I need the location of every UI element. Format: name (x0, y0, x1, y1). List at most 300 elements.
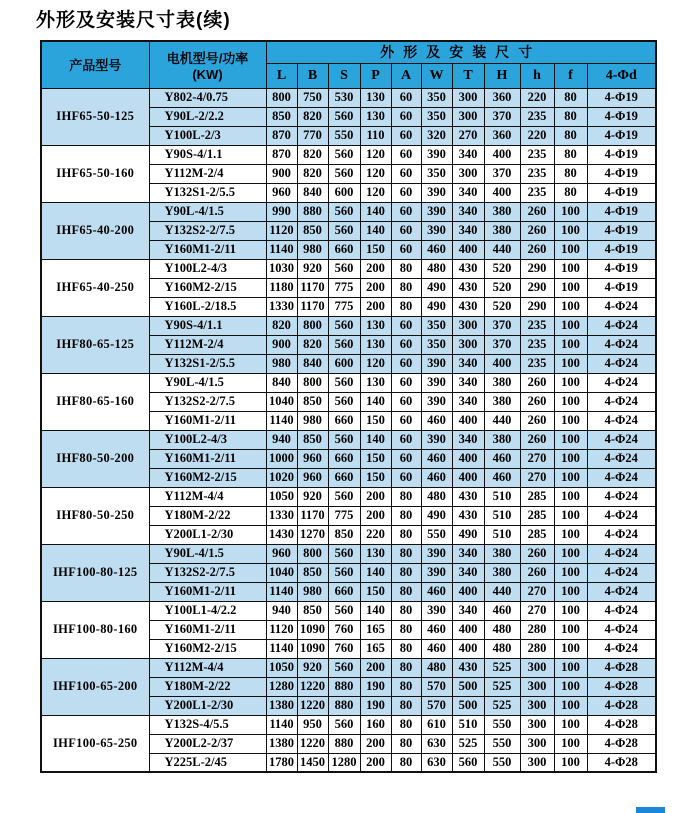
dim-value-cell: 100 (554, 506, 587, 525)
motor-model-cell: Y112M-4/4 (149, 487, 266, 506)
dim-value-cell: 400 (452, 411, 484, 430)
col-header-h: h (520, 63, 554, 88)
dim-value-cell: 100 (554, 734, 587, 753)
motor-model-cell: Y100L2-4/3 (149, 259, 266, 278)
table-row (41, 601, 656, 620)
dim-value-cell: 80 (391, 582, 421, 601)
dim-value-cell: 530 (328, 88, 360, 107)
dim-value-cell: 1220 (297, 696, 328, 715)
dim-value-cell: 300 (452, 88, 484, 107)
dim-value-cell: 220 (520, 88, 554, 107)
dim-value-cell: 100 (554, 221, 587, 240)
dim-value-cell: 1330 (266, 297, 297, 316)
dim-value-cell: 370 (484, 107, 520, 126)
col-header-f: f (554, 63, 587, 88)
dim-value-cell: 110 (360, 126, 391, 145)
dim-value-cell: 80 (391, 715, 421, 734)
dim-value-cell: 300 (520, 715, 554, 734)
dim-value-cell: 80 (391, 639, 421, 658)
dim-value-cell: 850 (266, 107, 297, 126)
dim-value-cell: 480 (484, 639, 520, 658)
dim-value-cell: 340 (452, 392, 484, 411)
dim-value-cell: 880 (328, 696, 360, 715)
dim-value-cell: 340 (452, 183, 484, 202)
dim-value-cell: 320 (421, 126, 452, 145)
dim-value-cell: 940 (266, 601, 297, 620)
dim-value-cell: 260 (520, 240, 554, 259)
dim-value-cell: 340 (452, 563, 484, 582)
dim-value-cell: 390 (421, 601, 452, 620)
table-row (41, 430, 656, 449)
dim-value-cell: 850 (297, 601, 328, 620)
dim-value-cell: 220 (360, 525, 391, 544)
dim-value-cell: 100 (554, 202, 587, 221)
dim-value-cell: 350 (421, 107, 452, 126)
dim-value-cell: 600 (328, 183, 360, 202)
dim-value-cell: 4-Φ19 (587, 107, 656, 126)
product-model-cell: IHF65-40-250 (41, 259, 149, 316)
dim-value-cell: 4-Φ19 (587, 183, 656, 202)
dim-value-cell: 520 (484, 259, 520, 278)
dim-value-cell: 550 (421, 525, 452, 544)
dim-value-cell: 510 (484, 487, 520, 506)
dim-value-cell: 340 (452, 354, 484, 373)
dim-value-cell: 1180 (266, 278, 297, 297)
dim-value-cell: 960 (297, 449, 328, 468)
dim-value-cell: 200 (360, 297, 391, 316)
dim-value-cell: 520 (484, 278, 520, 297)
dim-value-cell: 80 (391, 544, 421, 563)
dim-value-cell: 1330 (266, 506, 297, 525)
dim-value-cell: 760 (328, 620, 360, 639)
dim-value-cell: 850 (297, 563, 328, 582)
dim-value-cell: 400 (452, 639, 484, 658)
dim-value-cell: 1170 (297, 297, 328, 316)
dim-value-cell: 100 (554, 392, 587, 411)
dim-value-cell: 460 (421, 468, 452, 487)
dim-value-cell: 4-Φ19 (587, 240, 656, 259)
table-row (41, 316, 656, 335)
dim-value-cell: 60 (391, 335, 421, 354)
dim-value-cell: 100 (554, 639, 587, 658)
dim-value-cell: 390 (421, 373, 452, 392)
dim-value-cell: 1120 (266, 221, 297, 240)
dim-value-cell: 560 (328, 392, 360, 411)
dim-value-cell: 340 (452, 601, 484, 620)
dim-value-cell: 1030 (266, 259, 297, 278)
dim-value-cell: 80 (391, 753, 421, 772)
dim-value-cell: 4-Φ24 (587, 639, 656, 658)
dim-value-cell: 390 (421, 145, 452, 164)
dim-value-cell: 100 (554, 259, 587, 278)
dim-value-cell: 260 (520, 392, 554, 411)
dim-value-cell: 950 (297, 715, 328, 734)
dim-value-cell: 4-Φ28 (587, 734, 656, 753)
dim-value-cell: 430 (452, 506, 484, 525)
dim-value-cell: 880 (328, 734, 360, 753)
dim-value-cell: 400 (484, 183, 520, 202)
motor-model-cell: Y802-4/0.75 (149, 88, 266, 107)
dim-value-cell: 130 (360, 544, 391, 563)
dim-value-cell: 4-Φ24 (587, 373, 656, 392)
dim-value-cell: 850 (297, 430, 328, 449)
dim-value-cell: 1450 (297, 753, 328, 772)
dim-value-cell: 4-Φ19 (587, 278, 656, 297)
dim-value-cell: 920 (297, 658, 328, 677)
dim-value-cell: 490 (421, 278, 452, 297)
dim-value-cell: 550 (328, 126, 360, 145)
dim-value-cell: 440 (484, 411, 520, 430)
dim-value-cell: 130 (360, 373, 391, 392)
motor-model-cell: Y160M1-2/11 (149, 582, 266, 601)
dim-value-cell: 80 (391, 297, 421, 316)
dim-value-cell: 560 (328, 544, 360, 563)
dim-value-cell: 560 (328, 487, 360, 506)
dim-value-cell: 850 (297, 392, 328, 411)
dim-value-cell: 80 (554, 107, 587, 126)
dim-value-cell: 260 (520, 373, 554, 392)
motor-model-cell: Y90L-4/1.5 (149, 373, 266, 392)
dim-value-cell: 235 (520, 183, 554, 202)
motor-model-cell: Y100L1-4/2.2 (149, 601, 266, 620)
dim-value-cell: 1090 (297, 620, 328, 639)
dim-value-cell: 165 (360, 620, 391, 639)
dim-value-cell: 120 (360, 145, 391, 164)
col-header-motor-line1: 电机型号/功率 (166, 50, 249, 66)
table-row (41, 88, 656, 107)
dim-value-cell: 4-Φ24 (587, 335, 656, 354)
dim-value-cell: 4-Φ24 (587, 354, 656, 373)
dim-value-cell: 560 (328, 164, 360, 183)
dim-value-cell: 490 (421, 297, 452, 316)
dim-value-cell: 100 (554, 658, 587, 677)
dimensions-table (40, 40, 657, 773)
dim-value-cell: 80 (554, 164, 587, 183)
dim-value-cell: 200 (360, 506, 391, 525)
dim-value-cell: 440 (484, 240, 520, 259)
dim-value-cell: 840 (297, 354, 328, 373)
motor-model-cell: Y132S2-2/7.5 (149, 392, 266, 411)
dim-value-cell: 340 (452, 430, 484, 449)
dim-value-cell: 560 (328, 658, 360, 677)
dim-value-cell: 400 (452, 449, 484, 468)
dim-value-cell: 1280 (266, 677, 297, 696)
dim-value-cell: 300 (520, 658, 554, 677)
dim-value-cell: 500 (452, 696, 484, 715)
dim-value-cell: 390 (421, 544, 452, 563)
dim-value-cell: 340 (452, 202, 484, 221)
dim-value-cell: 60 (391, 164, 421, 183)
motor-model-cell: Y100L-2/3 (149, 126, 266, 145)
dim-value-cell: 820 (297, 164, 328, 183)
dim-value-cell: 60 (391, 145, 421, 164)
dim-value-cell: 560 (328, 316, 360, 335)
dim-value-cell: 4-Φ24 (587, 582, 656, 601)
dim-value-cell: 350 (421, 88, 452, 107)
dim-value-cell: 560 (328, 430, 360, 449)
dim-value-cell: 60 (391, 316, 421, 335)
dim-value-cell: 550 (484, 753, 520, 772)
dim-value-cell: 4-Φ28 (587, 753, 656, 772)
dim-value-cell: 840 (297, 183, 328, 202)
dim-value-cell: 260 (520, 430, 554, 449)
dim-value-cell: 80 (391, 658, 421, 677)
dim-value-cell: 270 (520, 582, 554, 601)
motor-model-cell: Y112M-2/4 (149, 164, 266, 183)
dim-value-cell: 60 (391, 392, 421, 411)
dim-value-cell: 80 (391, 487, 421, 506)
dim-value-cell: 610 (421, 715, 452, 734)
table-row (41, 145, 656, 164)
motor-model-cell: Y112M-2/4 (149, 335, 266, 354)
motor-model-cell: Y90S-4/1.1 (149, 145, 266, 164)
dim-value-cell: 100 (554, 316, 587, 335)
dim-value-cell: 660 (328, 449, 360, 468)
dim-value-cell: 120 (360, 183, 391, 202)
dim-value-cell: 460 (421, 411, 452, 430)
dim-value-cell: 400 (484, 354, 520, 373)
product-model-cell: IHF100-80-160 (41, 601, 149, 658)
dim-value-cell: 775 (328, 297, 360, 316)
dim-value-cell: 300 (520, 677, 554, 696)
dim-value-cell: 4-Φ19 (587, 126, 656, 145)
header-row-1 (41, 41, 656, 63)
dim-value-cell: 4-Φ19 (587, 202, 656, 221)
dim-value-cell: 570 (421, 677, 452, 696)
dim-value-cell: 400 (452, 468, 484, 487)
dim-value-cell: 140 (360, 221, 391, 240)
dim-value-cell: 1170 (297, 506, 328, 525)
dim-value-cell: 480 (421, 487, 452, 506)
dim-value-cell: 1380 (266, 734, 297, 753)
dim-value-cell: 260 (520, 563, 554, 582)
dim-value-cell: 100 (554, 411, 587, 430)
motor-model-cell: Y160M1-2/11 (149, 240, 266, 259)
dim-value-cell: 960 (266, 544, 297, 563)
dim-value-cell: 4-Φ24 (587, 506, 656, 525)
dim-value-cell: 440 (484, 582, 520, 601)
dim-value-cell: 560 (328, 145, 360, 164)
col-header-L: L (266, 63, 297, 88)
motor-model-cell: Y160M1-2/11 (149, 411, 266, 430)
product-model-cell: IHF80-65-160 (41, 373, 149, 430)
dim-value-cell: 100 (554, 525, 587, 544)
product-model-cell: IHF80-50-250 (41, 487, 149, 544)
motor-model-cell: Y112M-4/4 (149, 658, 266, 677)
col-header-dims-group: 外形及安装尺寸 (266, 41, 656, 63)
dim-value-cell: 390 (421, 430, 452, 449)
dim-value-cell: 100 (554, 696, 587, 715)
dim-value-cell: 920 (297, 487, 328, 506)
dim-value-cell: 80 (391, 734, 421, 753)
dim-value-cell: 560 (328, 221, 360, 240)
dim-value-cell: 520 (484, 297, 520, 316)
dim-value-cell: 100 (554, 544, 587, 563)
dim-value-cell: 100 (554, 430, 587, 449)
col-header-H: H (484, 63, 520, 88)
dim-value-cell: 340 (452, 221, 484, 240)
dim-value-cell: 775 (328, 278, 360, 297)
product-model-cell: IHF100-80-125 (41, 544, 149, 601)
dim-value-cell: 150 (360, 449, 391, 468)
dim-value-cell: 100 (554, 240, 587, 259)
dim-value-cell: 560 (328, 202, 360, 221)
dim-value-cell: 1430 (266, 525, 297, 544)
dim-value-cell: 880 (297, 202, 328, 221)
dim-value-cell: 4-Φ24 (587, 487, 656, 506)
dim-value-cell: 235 (520, 164, 554, 183)
dim-value-cell: 525 (484, 696, 520, 715)
dim-value-cell: 4-Φ24 (587, 620, 656, 639)
dim-value-cell: 820 (297, 145, 328, 164)
dim-value-cell: 1140 (266, 582, 297, 601)
dim-value-cell: 1140 (266, 240, 297, 259)
dim-value-cell: 400 (452, 620, 484, 639)
dim-value-cell: 350 (421, 335, 452, 354)
dim-value-cell: 1050 (266, 487, 297, 506)
dim-value-cell: 510 (484, 506, 520, 525)
dim-value-cell: 630 (421, 734, 452, 753)
dim-value-cell: 300 (520, 696, 554, 715)
dim-value-cell: 4-Φ24 (587, 430, 656, 449)
dim-value-cell: 100 (554, 620, 587, 639)
motor-model-cell: Y100L2-4/3 (149, 430, 266, 449)
dim-value-cell: 100 (554, 373, 587, 392)
dim-value-cell: 510 (484, 525, 520, 544)
motor-model-cell: Y90L-2/2.2 (149, 107, 266, 126)
dim-value-cell: 460 (421, 449, 452, 468)
motor-model-cell: Y160M2-2/15 (149, 278, 266, 297)
dim-value-cell: 300 (520, 753, 554, 772)
dim-value-cell: 1140 (266, 639, 297, 658)
dim-value-cell: 560 (328, 259, 360, 278)
motor-model-cell: Y200L1-2/30 (149, 696, 266, 715)
dim-value-cell: 370 (484, 316, 520, 335)
dim-value-cell: 220 (520, 126, 554, 145)
dim-value-cell: 900 (266, 164, 297, 183)
dim-value-cell: 4-Φ24 (587, 601, 656, 620)
dim-value-cell: 380 (484, 392, 520, 411)
dim-value-cell: 100 (554, 278, 587, 297)
dim-value-cell: 290 (520, 259, 554, 278)
dim-value-cell: 150 (360, 582, 391, 601)
dim-value-cell: 270 (520, 601, 554, 620)
dim-value-cell: 560 (328, 107, 360, 126)
dim-value-cell: 4-Φ24 (587, 449, 656, 468)
dim-value-cell: 980 (297, 582, 328, 601)
dim-value-cell: 60 (391, 449, 421, 468)
dim-value-cell: 820 (297, 335, 328, 354)
dim-value-cell: 340 (452, 145, 484, 164)
dim-value-cell: 80 (391, 696, 421, 715)
dim-value-cell: 150 (360, 411, 391, 430)
dim-value-cell: 1780 (266, 753, 297, 772)
col-header-4-phi-d: 4-Φd (587, 63, 656, 88)
table-row (41, 544, 656, 563)
dim-value-cell: 140 (360, 392, 391, 411)
dim-value-cell: 430 (452, 297, 484, 316)
dim-value-cell: 100 (554, 582, 587, 601)
dim-value-cell: 260 (520, 411, 554, 430)
dim-value-cell: 130 (360, 107, 391, 126)
dim-value-cell: 285 (520, 506, 554, 525)
dim-value-cell: 380 (484, 430, 520, 449)
dim-value-cell: 4-Φ24 (587, 468, 656, 487)
dim-value-cell: 390 (421, 354, 452, 373)
dim-value-cell: 60 (391, 411, 421, 430)
product-model-cell: IHF100-65-200 (41, 658, 149, 715)
dim-value-cell: 800 (266, 88, 297, 107)
dim-value-cell: 60 (391, 373, 421, 392)
dim-value-cell: 260 (520, 221, 554, 240)
dim-value-cell: 1220 (297, 677, 328, 696)
dim-value-cell: 80 (554, 88, 587, 107)
dim-value-cell: 60 (391, 221, 421, 240)
dim-value-cell: 4-Φ19 (587, 259, 656, 278)
product-model-cell: IHF65-40-200 (41, 202, 149, 259)
dim-value-cell: 800 (297, 544, 328, 563)
dim-value-cell: 940 (266, 430, 297, 449)
table-row (41, 715, 656, 734)
dim-value-cell: 560 (328, 715, 360, 734)
dim-value-cell: 1380 (266, 696, 297, 715)
product-model-cell: IHF80-50-200 (41, 430, 149, 487)
dim-value-cell: 550 (484, 715, 520, 734)
dim-value-cell: 300 (520, 734, 554, 753)
dim-value-cell: 430 (452, 487, 484, 506)
dim-value-cell: 4-Φ24 (587, 297, 656, 316)
motor-model-cell: Y180M-2/22 (149, 506, 266, 525)
motor-model-cell: Y200L2-2/37 (149, 734, 266, 753)
dim-value-cell: 130 (360, 88, 391, 107)
dim-value-cell: 4-Φ19 (587, 164, 656, 183)
dim-value-cell: 1050 (266, 658, 297, 677)
dim-value-cell: 100 (554, 335, 587, 354)
dim-value-cell: 190 (360, 696, 391, 715)
motor-model-cell: Y160L-2/18.5 (149, 297, 266, 316)
dim-value-cell: 550 (484, 734, 520, 753)
dim-value-cell: 100 (554, 677, 587, 696)
dim-value-cell: 100 (554, 563, 587, 582)
dim-value-cell: 370 (484, 164, 520, 183)
dim-value-cell: 4-Φ24 (587, 563, 656, 582)
dim-value-cell: 560 (328, 563, 360, 582)
dim-value-cell: 4-Φ24 (587, 316, 656, 335)
dim-value-cell: 200 (360, 259, 391, 278)
dim-value-cell: 280 (520, 639, 554, 658)
dim-value-cell: 430 (452, 658, 484, 677)
dim-value-cell: 370 (484, 335, 520, 354)
dim-value-cell: 350 (421, 316, 452, 335)
col-header-S: S (328, 63, 360, 88)
dim-value-cell: 390 (421, 202, 452, 221)
dim-value-cell: 460 (421, 582, 452, 601)
dim-value-cell: 380 (484, 544, 520, 563)
dim-value-cell: 460 (421, 240, 452, 259)
dim-value-cell: 560 (328, 335, 360, 354)
dim-value-cell: 200 (360, 734, 391, 753)
dim-value-cell: 280 (520, 620, 554, 639)
dim-value-cell: 190 (360, 677, 391, 696)
dim-value-cell: 4-Φ24 (587, 525, 656, 544)
dim-value-cell: 270 (520, 449, 554, 468)
dim-value-cell: 1170 (297, 278, 328, 297)
dim-value-cell: 480 (421, 259, 452, 278)
dim-value-cell: 660 (328, 411, 360, 430)
dim-value-cell: 270 (452, 126, 484, 145)
motor-model-cell: Y132S1-2/5.5 (149, 354, 266, 373)
dim-value-cell: 770 (297, 126, 328, 145)
